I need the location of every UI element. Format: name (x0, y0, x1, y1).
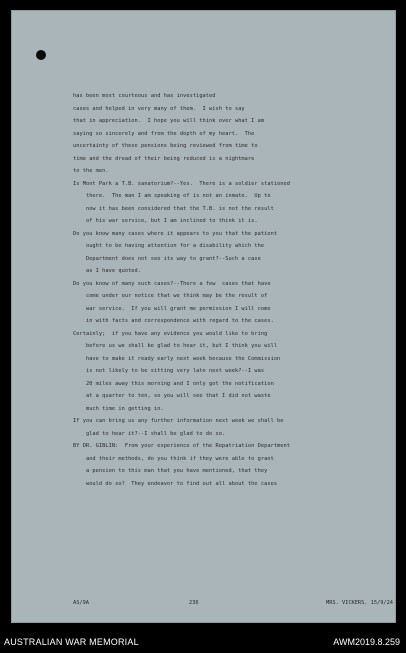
institution-name: AUSTRALIAN WAR MEMORIAL (4, 637, 139, 647)
caption-bar (0, 634, 406, 653)
text-line: Is Mont Park a T.B. sanatorium?--Yes. There is a soldier stationed (73, 180, 291, 187)
text-line: at a quarter to ten, so you will see that I did not waste (73, 393, 271, 399)
text-line: to the men. (73, 168, 109, 174)
text-line: ought to be having attention for a disability which the (73, 243, 265, 249)
text-line: saying so sincerely and from the depth of my heart. The (73, 130, 255, 137)
text-line: Do you know many cases where it appears to you that the patient (73, 230, 278, 237)
page-footer (73, 600, 393, 610)
text-line: and their methods, do you think if they were able to grant (73, 455, 274, 462)
text-line: war service. If you will grant me permission I will come (73, 305, 271, 312)
text-line: as I have quoted. (73, 268, 142, 274)
typed-text-body (73, 90, 398, 490)
text-line: now it has been considered that the T.B. is not the result (73, 205, 274, 212)
text-line: before us we shall be glad to hear it, but I think you will (73, 343, 278, 349)
page-number: 236 (189, 600, 199, 606)
text-line: 20 miles away this morning and I only got the notification (73, 380, 274, 387)
text-line: Do you know of many such cases?--There a few cases that have (73, 280, 271, 287)
punch-hole (36, 50, 46, 60)
text-line: that in appreciation. I hope you will think over what I am (73, 118, 265, 124)
text-line: there. The man I am speaking of is not an inmate. Up to (73, 193, 271, 199)
footer-witness-date: MRS. VICKERS. 15/9/24 (326, 600, 393, 606)
text-line: come under our notice that we think may be the result of (73, 293, 268, 299)
text-line: uncertainty of these pensions being reviewed from time to (73, 143, 258, 149)
accession-number: AWM2019.8.259 (333, 637, 400, 647)
text-line: a pension to this man that you have mentioned, that they (73, 468, 268, 474)
text-line: has been most courteous and has investigated (73, 93, 216, 99)
text-line: BY DR. GIBLIN: From your experience of the Repatriation Department (73, 443, 291, 449)
text-line: much time in getting in. (73, 405, 164, 412)
text-line: If you can bring us any further information next week we shall be (73, 418, 284, 424)
text-line: cases and helped in very many of them. I wish to say (73, 105, 245, 112)
text-line: have to make it ready early next week because the Commission (73, 355, 281, 362)
text-line: of his war service, but I am inclined to think it is. (73, 218, 258, 224)
text-line: Department does not see its way to grant?--Such a case (73, 255, 261, 262)
text-line: Certainly; if you have any evidence you would like to bring (73, 330, 268, 337)
text-line: is not likely to be sitting very late next week?--I was (73, 368, 265, 374)
text-line: would do so? They endeavor to find out all about the cases (73, 480, 278, 487)
text-line: time and the dread of their being reduced is a nightmare (73, 155, 255, 162)
text-line: glad to hear it?--I shall be glad to do so. (73, 430, 226, 437)
text-line: in with facts and correspondence with regard to the cases. (73, 318, 274, 324)
footer-reference: AS/9A (73, 600, 89, 606)
document-page (11, 10, 396, 623)
